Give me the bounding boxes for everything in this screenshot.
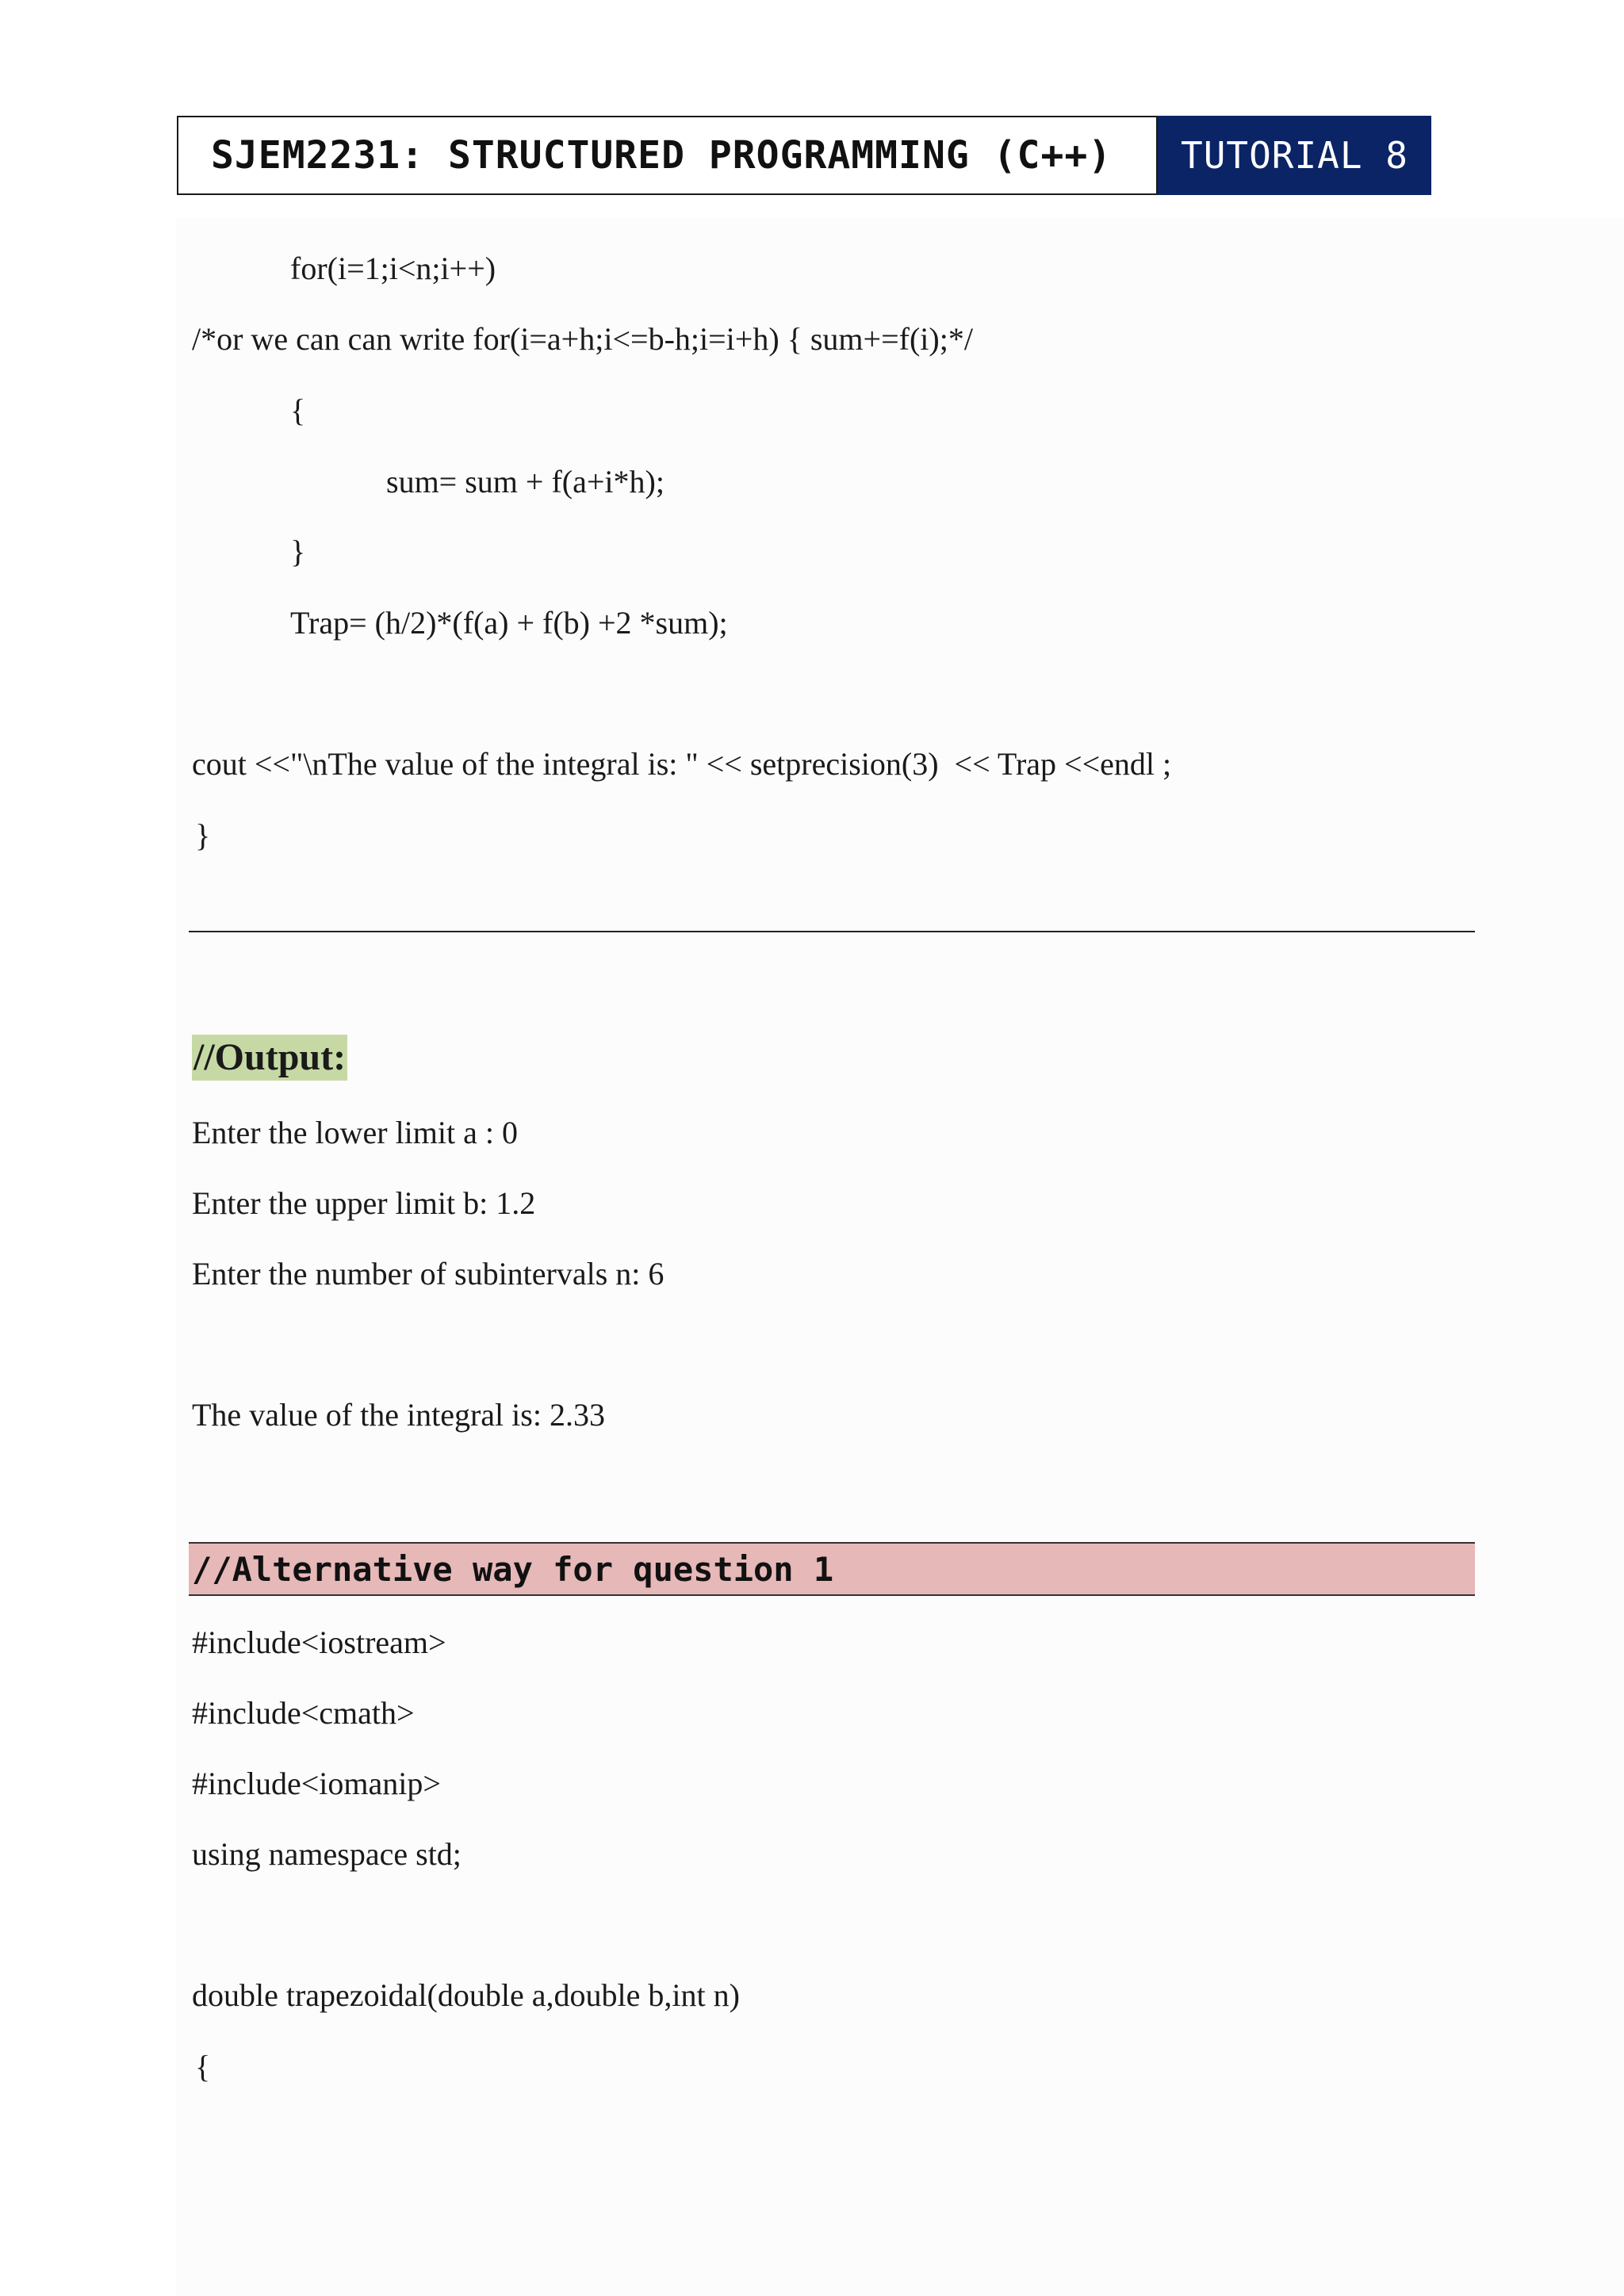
code-line-close-brace: } [290,534,306,569]
code-line-trap: Trap= (h/2)*(f(a) + f(b) +2 *sum); [290,605,728,641]
output-heading: //Output: [192,1035,347,1081]
output-line-result: The value of the integral is: 2.33 [192,1397,605,1433]
output-line-upper-limit: Enter the upper limit b: 1.2 [192,1185,536,1221]
alt-line-include-cmath: #include<cmath> [192,1695,415,1731]
code-line-comment: /*or we can can write for(i=a+h;i<=b-h;i=i+h) { sum+=f(i);*/ [192,321,973,357]
alt-line-open-brace: { [195,2049,211,2084]
alt-line-include-iomanip: #include<iomanip> [192,1766,441,1801]
code-line-cout: cout <<"\nThe value of the integral is: " << setprecision(3) << Trap <<endl ; [192,746,1172,782]
tutorial-label: TUTORIAL 8 [1158,116,1431,195]
code-line-open-brace: { [290,392,306,428]
code-line-end-brace: } [195,817,211,853]
course-title: SJEM2231: STRUCTURED PROGRAMMING (C++) [177,116,1158,195]
code-line-for-loop: for(i=1;i<n;i++) [290,251,496,286]
output-line-lower-limit: Enter the lower limit a : 0 [192,1115,518,1150]
alt-line-namespace: using namespace std; [192,1836,462,1872]
alt-line-function-signature: double trapezoidal(double a,double b,int n) [192,1977,740,2013]
code-line-sum: sum= sum + f(a+i*h); [386,464,665,499]
section-divider [189,931,1475,932]
page-header [177,116,1431,195]
alternative-banner: //Alternative way for question 1 [189,1542,1475,1596]
alt-line-include-iostream: #include<iostream> [192,1624,446,1660]
output-line-subintervals: Enter the number of subintervals n: 6 [192,1256,665,1292]
